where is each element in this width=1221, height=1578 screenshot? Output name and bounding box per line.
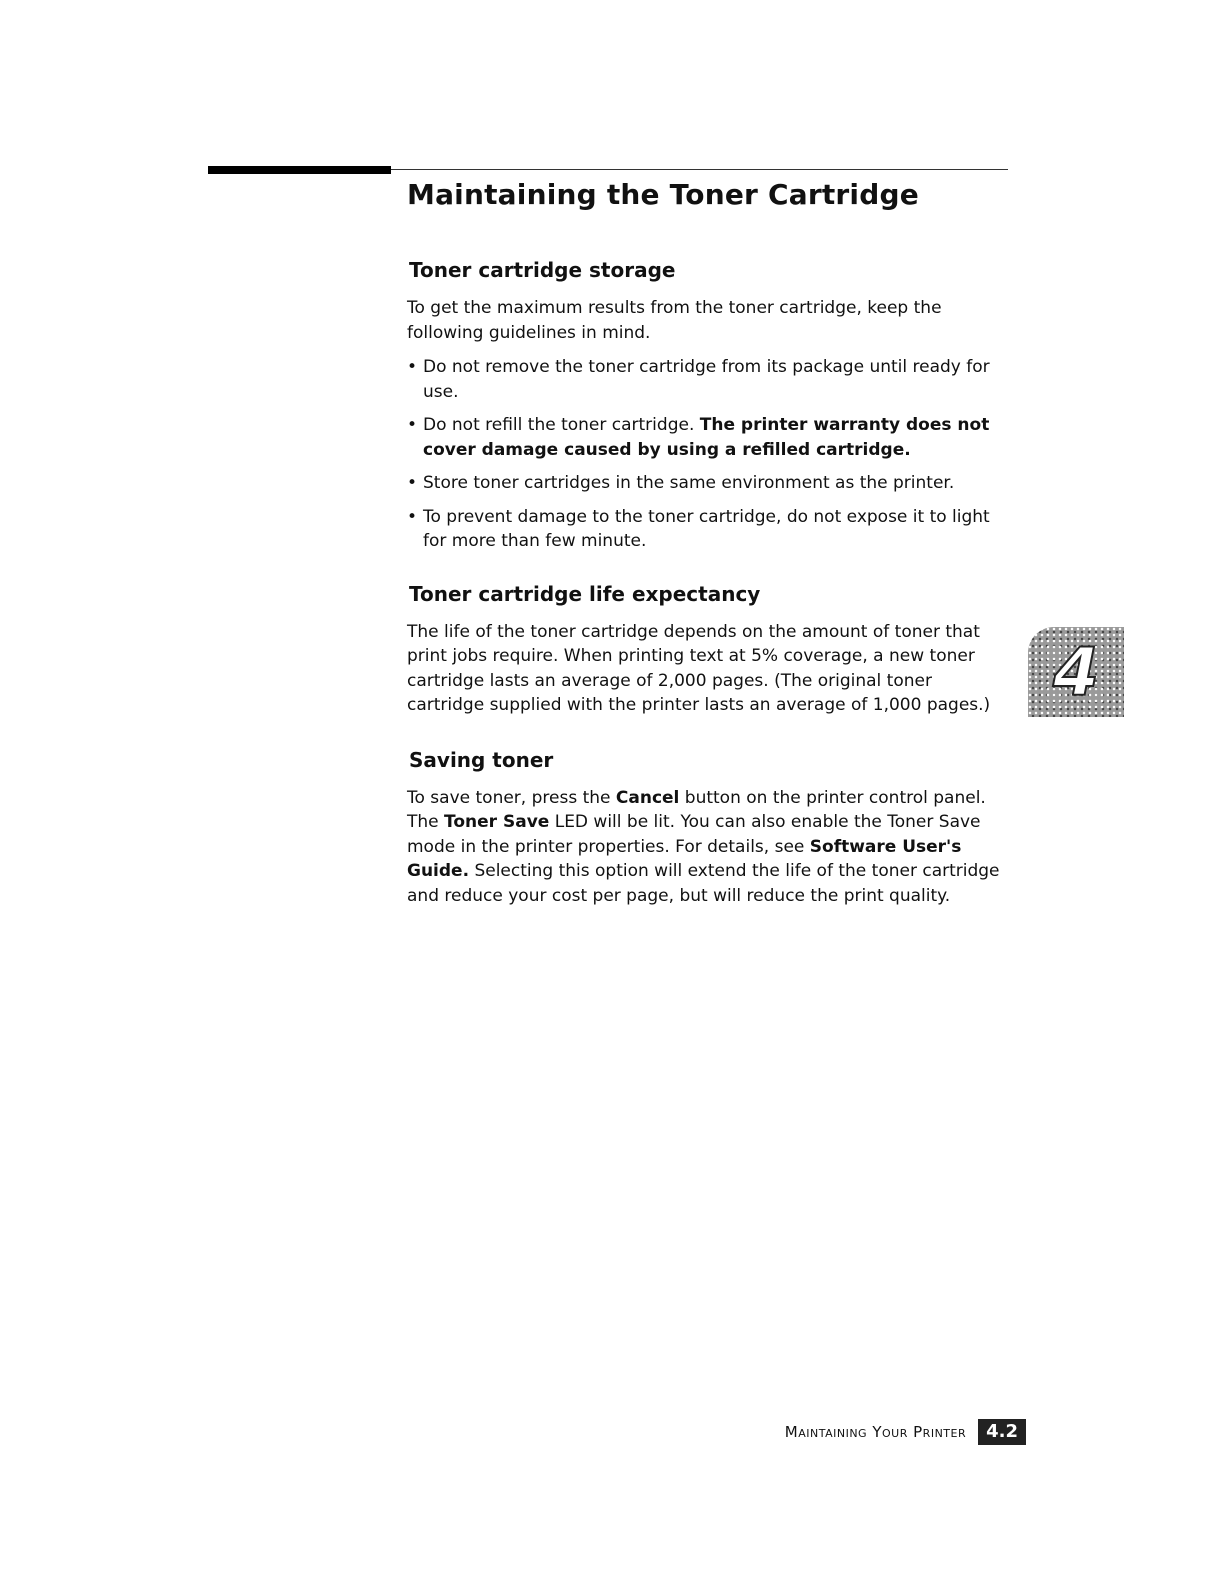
warranty-warning: The printer warranty does not cover damage caused by using a refilled cartridge. [423, 415, 990, 460]
footer-chapter-label: Maintaining Your Printer [784, 1423, 967, 1441]
chapter-number: 4 [1053, 633, 1099, 711]
page-title: Maintaining the Toner Cartridge [407, 178, 919, 211]
saving-body: To save toner, press the Cancel button on the printer control panel. The Toner Save LED will be lit. You can also enable the Toner Save mode in the printer properties. For details, see Software User's Guide. Selecting this option will extend the life of the toner cartridge and reduce your cost per page, but will reduce the print quality. [407, 787, 1000, 906]
software-guide-ref: Software User's Guide. [407, 836, 962, 881]
section-heading-storage: Toner cartridge storage [409, 258, 676, 282]
life-body: The life of the toner cartridge depends on the amount of toner that print jobs require. When printing text at 5% coverage, a new toner cartridge lasts an average of 2,000 pages. (The original toner cartridge supplied with the printer lasts an average of 1,000 pages.) [407, 621, 991, 715]
page-footer [700, 1419, 1026, 1445]
section-storage [407, 258, 1012, 554]
header-rule-thick [208, 166, 391, 174]
section-heading-saving: Saving toner [409, 747, 554, 772]
bullet-icon: • [407, 415, 418, 435]
list-item: • To prevent damage to the toner cartridge, do not expose it to light for more than few minute. [407, 506, 990, 551]
cancel-button-ref: Cancel [615, 787, 680, 808]
main-content [407, 258, 1012, 936]
header-rule-thin [391, 169, 1008, 170]
bullet-icon: • [407, 357, 418, 377]
bullet-icon: • [407, 506, 418, 527]
list-item: • Do not remove the toner cartridge from its package until ready for use. [407, 357, 990, 402]
list-item: • Do not refill the toner cartridge. The printer warranty does not cover damage caused by using a refilled cartridge. [407, 415, 990, 460]
storage-intro: To get the maximum results from the toner cartridge, keep the following guidelines in mind. [407, 298, 942, 343]
list-item: • Store toner cartridges in the same environment as the printer. [407, 471, 1012, 496]
section-life-expectancy [407, 582, 1012, 718]
storage-guidelines-list [407, 355, 1012, 554]
page-number: 4.2 [978, 1419, 1026, 1445]
bullet-icon: • [407, 473, 418, 493]
section-saving-toner [407, 748, 1012, 909]
section-heading-life: Toner cartridge life expectancy [409, 581, 761, 606]
toner-save-ref: Toner Save [444, 812, 550, 832]
chapter-tab [1028, 627, 1124, 717]
